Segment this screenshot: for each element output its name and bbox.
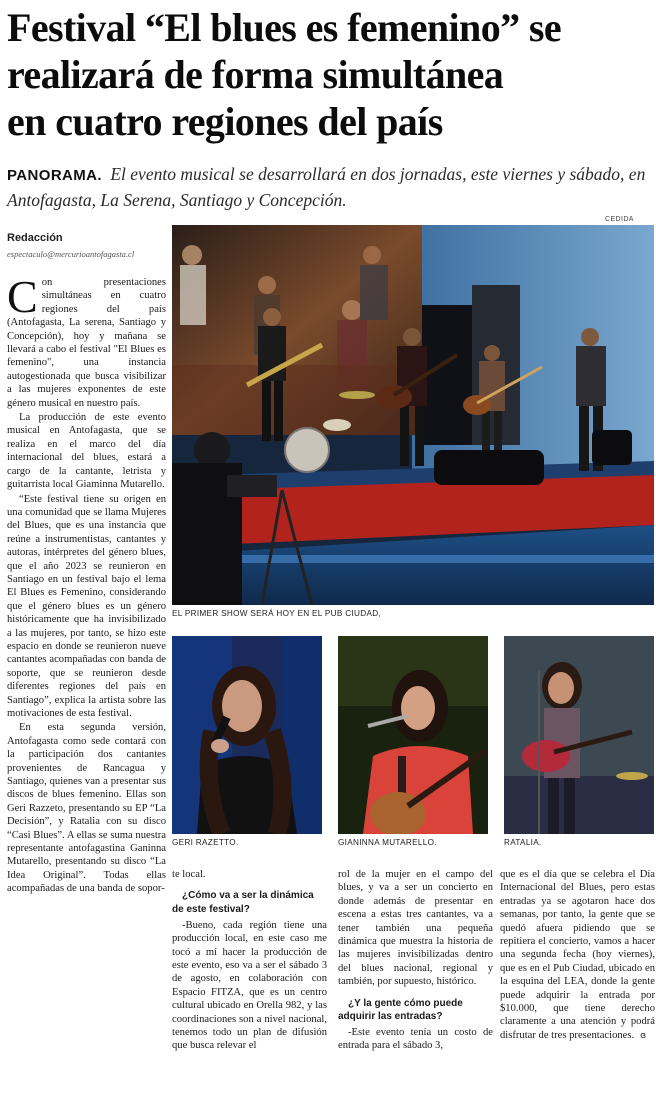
paragraph-text: on presentaciones simultáneas en cuatro regiones del país (Antofagasta, La serena, Santiago y Concepción), hoy y mañana se llevará a cabo el festival "El Blues es femenino", una instancia autogestionada que busca visibilizar a las mujeres exponentes de este género musical en nuestro país. [7, 277, 166, 409]
article-column-3 [338, 868, 493, 1053]
paragraph: “Este festival tiene su origen en una comunidad que se llama Mujeres del Blues, que es una instancia que reúne a instrumentistas, cantantes y autoras, intérpretes del género blues, que el año 2023 se reunieron en Santiago en un festival bajo el lema El Blues es Femenino, considerando que el género blues es un género históricamente que ha invisibilizado a las mujeres, por tanto, se hizo este espacio en donde se reunieron nueve cantantes acompañadas con banda de soporte, que se reunieron desde diferentes regiones del país en Santiago”, explica la artista sobre las motivaciones de esta festival. [7, 493, 166, 719]
singer-photo-geri-razetto [172, 636, 322, 834]
article-dek [7, 162, 652, 212]
drop-cap: C [7, 271, 38, 322]
photo-caption-ratalia: RATALIA. [504, 838, 542, 847]
article-column-4 [500, 868, 655, 1043]
dek-text: El evento musical se desarrollará en dos jornadas, este viernes y sábado, en Antofagasta, La Serena, Santiago y Concepción. [7, 164, 646, 210]
headline-line-1: Festival “El blues es femenino” se [7, 5, 562, 50]
photo-credit: CEDIDA [605, 216, 634, 223]
singer-photo-gianinna-mutarello [338, 636, 488, 834]
paragraph: -Este evento tenía un costo de entrada para el sábado 3, [338, 1027, 493, 1052]
section-label: PANORAMA. [7, 167, 102, 184]
paragraph: La producción de este evento musical en Antofagasta, que se realiza en el marco del día internacional del blues, estará a cargo de la cantante, letrista y guitarrista local Giaminna Mutarello. [7, 412, 166, 491]
paragraph: En esta segunda versión, Antofagasta como sede contará con la participación dos cantantes provenientes de Rancagua y Santiago, quienes van a presentar sus discos de blues femenino. Ellas son Geri Razzeto, presentando su EP “La Decisión”, y Ratalia con su disco “Casi Blues”. A ellas se suma nuestra representante antofagastina Ganinna Mutarello, presentando su disco “La Idea Original”. Todas ellas acompañadas de una banda de sopor- [7, 722, 166, 895]
main-photo-caption: EL PRIMER SHOW SERÁ HOY EN EL PUB CIUDAD, [172, 609, 381, 618]
paragraph: te local. [172, 869, 206, 880]
paragraph [500, 868, 655, 1043]
paragraph: rol de la mujer en el campo del blues, y va a ser un concierto en donde además de presentar en escena a estas tres cantantes, va a tener también una pequeña dinámica que muestra la historia de las mujeres invisibilizadas dentro del blues nacional, regional y también, por supuesto, histórico. [338, 869, 493, 988]
paragraph [7, 271, 166, 410]
headline-line-3: en cuatro regiones del país [7, 99, 443, 144]
paragraph: -Bueno, cada región tiene una producción local, en este caso me tocó a mí hacer la producción de este evento, eso va a ser el sábado 3 de agosto, en colaboración con Espacio FITZA, que es un centro cultural ubicado en Orella 982, y las coordinaciones son a nivel nacional, tenemos todo un plan de difusión que busca relevar el [172, 919, 327, 1052]
article-column-1 [7, 271, 166, 896]
byline-author: Redacción [7, 232, 63, 244]
article-column-2 [172, 868, 327, 1053]
interview-question: ¿Y la gente cómo puede adquirir las entradas? [338, 997, 463, 1022]
end-mark-icon: ɞ [640, 1030, 647, 1041]
byline-email[interactable]: espectaculo@mercurioantofagasta.cl [7, 249, 135, 259]
photo-caption-gianinna: GIANINNA MUTARELLO. [338, 838, 437, 847]
singer-photo-ratalia [504, 636, 654, 834]
photo-caption-geri: GERI RAZETTO. [172, 838, 239, 847]
concert-stage-photo [172, 225, 654, 605]
interview-question: ¿Cómo va a ser la dinámica de este festival? [172, 890, 314, 915]
headline-line-2: realizará de forma simultánea [7, 52, 504, 97]
paragraph-text: que es el día que se celebra el Día Internacional del Blues, pero estas entradas ya se agotaron hace dos semanas, por tanto, la gente que se quedó afuera pidiendo que se repitiera el concierto, vamos a hacer una segunda fecha (hoy viernes), que es en el Pub Ciudad, ubicado en la esquina del LEA, donde la gente puede adquirir la entrada por $10.000, que tiene derecho claramente a una atención y podrá disfrutar de tres presentaciones. [500, 869, 655, 1041]
headline [7, 4, 652, 145]
